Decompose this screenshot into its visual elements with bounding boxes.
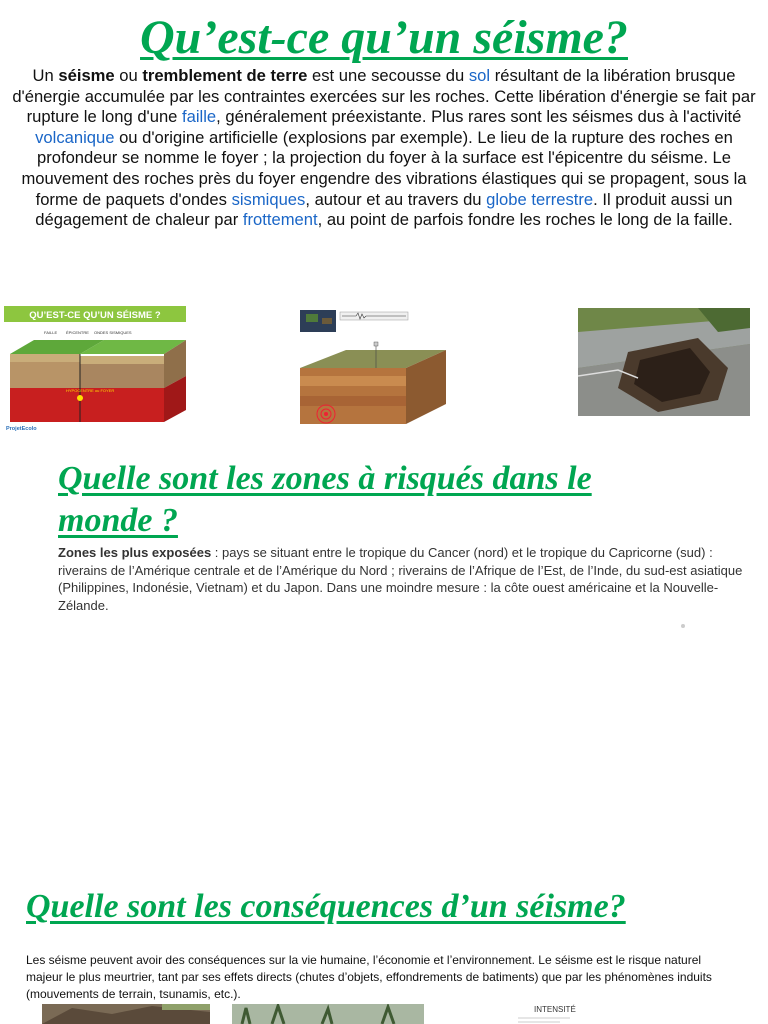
link-sol[interactable]: sol (468, 66, 491, 85)
intro-text: Un (32, 66, 59, 85)
stray-dot (681, 624, 685, 628)
intro-text: , autour et au travers du (305, 189, 487, 209)
page-title: Qu’est-ce qu’un séisme? (140, 11, 628, 64)
term-seisme: séisme (58, 66, 115, 85)
earthquake-diagram-image (4, 306, 188, 432)
link-frottement[interactable]: frottement (242, 210, 318, 230)
zones-text: : pays se situant entre le tropique du Cancer (nord) et le tropique du Capricorne (sud) : riverains de l’Amérique centrale et de l’Amérique du Nord ; riverains de l’Afrique de l’Est, de l’Inde, du sud-est asiatique (Philippines, Indonésie, Vietnam) et du Japon. Dans une moindre mesure : la côte ouest américaine et la Nouvelle-Zélande. (58, 545, 743, 613)
intensity-heading: INTENSITÉ (534, 1005, 576, 1014)
intro-text: , au point de parfois fondre les roches le long de la faille. (317, 210, 733, 230)
zones-label: Zones les plus exposées (58, 545, 212, 560)
consequences-heading: Quelle sont les conséquences d’un séisme? (26, 888, 626, 925)
seismology-block-image (296, 306, 466, 432)
diagram-label: FAILLE (44, 330, 58, 335)
intensity-scale-image (500, 1000, 620, 1024)
intro-text: . Il produit aussi un dégagement de chaleur par (35, 189, 733, 230)
intro-text: , généralement préexistante. Plus rares sont les séismes dus à l'activité (216, 107, 742, 127)
link-globe-terrestre[interactable]: globe terrestre (486, 189, 594, 209)
diagram-label: ONDES SISMIQUES (94, 330, 132, 335)
link-volcanique[interactable]: volcanique (35, 127, 115, 147)
cracked-road-photo (578, 308, 750, 416)
link-faille[interactable]: faille (182, 107, 217, 127)
intro-text: résultant de la libération brusque d'énergie accumulée par les contraintes exercées sur les roches. Cette libération d'énergie se fait par rupture le long d'une (12, 66, 756, 127)
zones-paragraph (58, 544, 758, 614)
diagram-label: HYPOCENTRE ou FOYER (66, 388, 115, 393)
link-sismiques[interactable]: sismiques (231, 189, 306, 209)
consequences-paragraph: Les séisme peuvent avoir des conséquences sur la vie humaine, l’économie et l’environnement. Le séisme est le risque naturel majeur le plus meurtrier, tant par ses effets directs (chutes d’objets, effondrements de batiments) que par les phénomènes induits (mouvements de terrain, tsunamis, etc.). (26, 953, 712, 1002)
diagram-label: ÉPICENTRE (66, 330, 89, 335)
damage-photo (42, 1004, 210, 1024)
zones-heading: Quelle sont les zones à risqués dans le monde ? (58, 460, 592, 539)
intro-text: ou (114, 66, 143, 85)
projetecolo-logo: ProjetEcolo (6, 426, 37, 432)
tsunami-photo (232, 1004, 424, 1024)
intro-text: est une secousse du (307, 66, 469, 85)
diagram-banner: QU’EST-CE QU’UN SÉISME ? (29, 310, 161, 321)
intro-paragraph (6, 66, 762, 231)
intro-text: ou d'origine artificielle (explosions par exemple). Le lieu de la rupture des roches en profondeur se nomme le foyer ; la projection du foyer à la surface est l'épicentre du séisme. Le mouvement des roches près du foyer engendre des vibrations élastiques qui se propagent, sous la forme de paquets d'ondes (21, 127, 747, 209)
term-tremblement: tremblement de terre (142, 66, 308, 85)
